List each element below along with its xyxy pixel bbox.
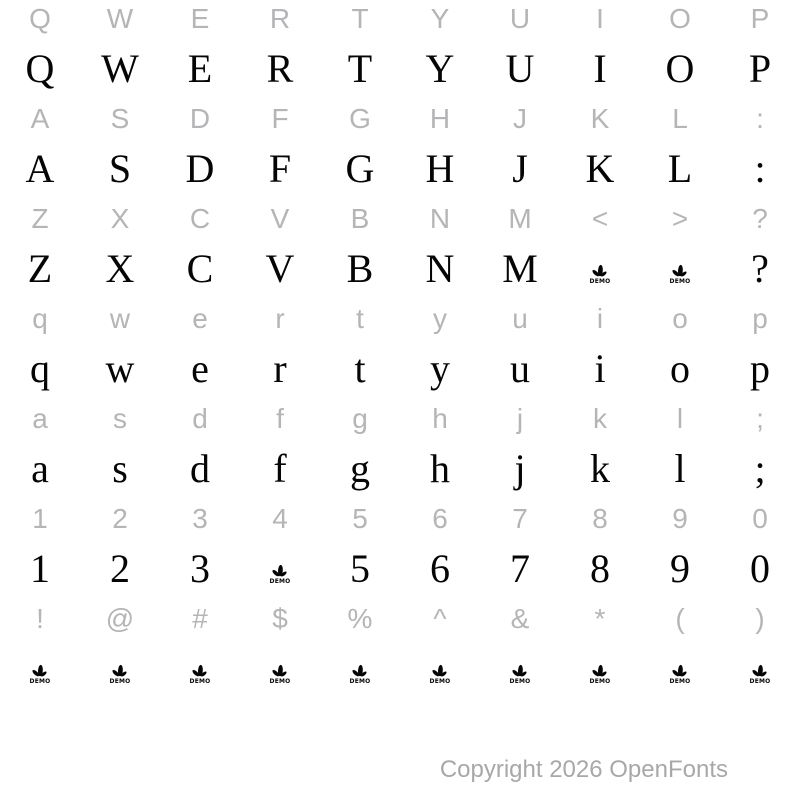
demo-watermark-icon — [749, 664, 771, 685]
glyph-cell: u — [510, 346, 530, 391]
glyph-cell: s — [113, 403, 127, 434]
demo-watermark-icon — [589, 264, 611, 285]
demo-watermark-cell — [480, 644, 560, 694]
glyph-cell: K — [585, 146, 615, 191]
demo-watermark-icon — [269, 564, 291, 585]
demo-watermark-cell — [80, 644, 160, 694]
glyph-cell: A — [30, 103, 50, 134]
demo-watermark-label: DEMO — [589, 678, 611, 686]
glyph-cell: o — [670, 346, 690, 391]
demo-font-row — [0, 644, 800, 694]
glyph-cell: W — [101, 46, 139, 91]
glyph-cell: > — [671, 203, 689, 234]
glyph-cell: t — [354, 346, 366, 391]
glyph-cell: $ — [272, 603, 288, 634]
glyph-cell: S — [110, 103, 130, 134]
glyph-cell: p — [750, 346, 770, 391]
glyph-cell: Z — [31, 203, 49, 234]
demo-watermark-cell — [400, 644, 480, 694]
glyph-cell: J — [513, 103, 527, 134]
glyph-cell: P — [748, 46, 772, 91]
reference-row — [0, 294, 800, 344]
glyph-cell: e — [192, 303, 208, 334]
glyph-cell: F — [268, 146, 292, 191]
demo-watermark-cell — [640, 244, 720, 294]
glyph-cell: l — [676, 403, 684, 434]
glyph-cell: 4 — [272, 503, 288, 534]
demo-watermark-icon — [669, 264, 691, 285]
glyph-cell: r — [273, 346, 287, 391]
glyph-cell: ? — [751, 246, 769, 291]
demo-watermark-cell — [240, 544, 320, 594]
glyph-cell: N — [425, 246, 455, 291]
glyph-cell: 0 — [750, 546, 770, 591]
glyph-cell: j — [516, 403, 524, 434]
glyph-cell: L — [667, 146, 693, 191]
demo-watermark-label: DEMO — [189, 678, 211, 686]
fleuron-icon — [429, 664, 451, 678]
demo-font-row — [0, 244, 800, 294]
glyph-cell: 6 — [432, 503, 448, 534]
glyph-cell: C — [186, 246, 214, 291]
glyph-cell: ( — [675, 603, 685, 634]
glyph-cell: q — [32, 303, 48, 334]
glyph-cell: 3 — [190, 546, 210, 591]
glyph-cell: 1 — [32, 503, 48, 534]
glyph-cell: D — [189, 103, 211, 134]
fleuron-icon — [669, 264, 691, 278]
glyph-cell: j — [514, 446, 526, 491]
glyph-cell: 9 — [670, 546, 690, 591]
glyph-cell: p — [752, 303, 768, 334]
glyph-cell: B — [350, 203, 370, 234]
glyph-cell: o — [672, 303, 688, 334]
demo-watermark-cell — [640, 644, 720, 694]
glyph-cell: l — [674, 446, 686, 491]
glyph-cell: M — [508, 203, 532, 234]
glyph-cell: # — [192, 603, 208, 634]
glyph-cell: 8 — [592, 503, 608, 534]
glyph-cell: S — [108, 146, 132, 191]
glyph-cell: f — [276, 403, 284, 434]
fleuron-icon — [589, 264, 611, 278]
demo-watermark-cell — [0, 644, 80, 694]
glyph-cell: L — [672, 103, 688, 134]
demo-font-row — [0, 144, 800, 194]
glyph-cell: k — [593, 403, 607, 434]
glyph-cell: B — [346, 246, 374, 291]
copyright-text: Copyright 2026 OpenFonts — [439, 756, 728, 783]
demo-font-row — [0, 344, 800, 394]
glyph-cell: % — [347, 603, 373, 634]
demo-watermark-icon — [429, 664, 451, 685]
demo-watermark-label: DEMO — [29, 678, 51, 686]
demo-watermark-label: DEMO — [109, 678, 131, 686]
glyph-cell: U — [505, 46, 535, 91]
demo-watermark-label: DEMO — [669, 678, 691, 686]
reference-row — [0, 0, 800, 44]
demo-watermark-cell — [560, 644, 640, 694]
glyph-cell: @ — [105, 603, 135, 634]
glyph-cell: C — [189, 203, 211, 234]
glyph-cell: J — [512, 146, 528, 191]
reference-row — [0, 94, 800, 144]
glyph-cell: 3 — [192, 503, 208, 534]
glyph-cell: i — [596, 303, 604, 334]
fleuron-icon — [29, 664, 51, 678]
glyph-cell: O — [665, 46, 695, 91]
glyph-cell: R — [269, 3, 291, 34]
glyph-cell: 2 — [112, 503, 128, 534]
glyph-cell: y — [430, 346, 450, 391]
glyph-cell: E — [190, 3, 210, 34]
glyph-cell: f — [273, 446, 287, 491]
glyph-cell: & — [510, 603, 530, 634]
glyph-cell: ^ — [433, 603, 447, 634]
glyph-cell: h — [430, 446, 450, 491]
demo-watermark-icon — [269, 664, 291, 685]
demo-font-row — [0, 44, 800, 94]
glyph-cell: g — [350, 446, 370, 491]
demo-watermark-cell — [160, 644, 240, 694]
demo-watermark-icon — [109, 664, 131, 685]
glyph-cell: a — [32, 403, 48, 434]
glyph-cell: 6 — [430, 546, 450, 591]
fleuron-icon — [189, 664, 211, 678]
glyph-cell: e — [191, 346, 209, 391]
fleuron-icon — [669, 664, 691, 678]
demo-watermark-cell — [240, 644, 320, 694]
fleuron-icon — [269, 564, 291, 578]
demo-watermark-label: DEMO — [429, 678, 451, 686]
glyph-cell: I — [593, 46, 607, 91]
demo-watermark-icon — [29, 664, 51, 685]
fleuron-icon — [109, 664, 131, 678]
glyph-cell: s — [112, 446, 128, 491]
glyph-cell: U — [509, 3, 531, 34]
glyph-cell: H — [425, 146, 455, 191]
reference-row — [0, 194, 800, 244]
demo-font-row — [0, 544, 800, 594]
demo-font-row — [0, 444, 800, 494]
glyph-cell: Y — [430, 3, 450, 34]
glyph-cell: P — [750, 3, 770, 34]
glyph-cell: a — [31, 446, 49, 491]
demo-watermark-label: DEMO — [509, 678, 531, 686]
glyph-cell: h — [432, 403, 448, 434]
demo-watermark-label: DEMO — [669, 278, 691, 286]
demo-watermark-icon — [589, 664, 611, 685]
glyph-cell: * — [594, 603, 606, 634]
fleuron-icon — [509, 664, 531, 678]
fleuron-icon — [749, 664, 771, 678]
glyph-cell: w — [109, 303, 131, 334]
glyph-cell: q — [30, 346, 50, 391]
demo-watermark-cell — [320, 644, 400, 694]
glyph-cell: ; — [756, 403, 764, 434]
glyph-cell: X — [110, 203, 130, 234]
fleuron-icon — [269, 664, 291, 678]
glyph-cell: i — [594, 346, 606, 391]
glyph-cell: 8 — [590, 546, 610, 591]
glyph-cell: X — [105, 246, 135, 291]
glyph-cell: d — [192, 403, 208, 434]
fleuron-icon — [589, 664, 611, 678]
glyph-cell: k — [590, 446, 610, 491]
reference-row — [0, 594, 800, 644]
glyph-cell: H — [429, 103, 451, 134]
demo-watermark-label: DEMO — [269, 678, 291, 686]
glyph-cell: ? — [752, 203, 768, 234]
reference-row — [0, 394, 800, 444]
demo-watermark-label: DEMO — [269, 578, 291, 586]
glyph-cell: V — [270, 203, 290, 234]
demo-watermark-icon — [189, 664, 211, 685]
glyph-cell: E — [187, 46, 213, 91]
glyph-cell: R — [266, 46, 294, 91]
glyph-cell: t — [356, 303, 364, 334]
glyph-cell: 2 — [110, 546, 130, 591]
glyph-cell: r — [275, 303, 285, 334]
glyph-cell: W — [106, 3, 134, 34]
reference-row — [0, 494, 800, 544]
glyph-cell: g — [352, 403, 368, 434]
glyph-cell: I — [596, 3, 604, 34]
demo-watermark-label: DEMO — [749, 678, 771, 686]
glyph-cell: 1 — [30, 546, 50, 591]
glyph-cell: K — [590, 103, 610, 134]
demo-watermark-cell — [720, 644, 800, 694]
demo-watermark-cell — [560, 244, 640, 294]
demo-watermark-label: DEMO — [589, 278, 611, 286]
fleuron-icon — [349, 664, 371, 678]
glyph-cell: ; — [754, 446, 766, 491]
glyph-cell: Z — [27, 246, 53, 291]
glyph-cell: Q — [29, 3, 51, 34]
glyph-cell: y — [433, 303, 447, 334]
glyph-cell: < — [591, 203, 609, 234]
glyph-cell: d — [190, 446, 210, 491]
glyph-cell: 7 — [512, 503, 528, 534]
glyph-cell: A — [25, 146, 55, 191]
glyph-cell: V — [265, 246, 295, 291]
glyph-cell: F — [271, 103, 289, 134]
glyph-cell: : — [756, 103, 764, 134]
glyph-cell: T — [347, 46, 373, 91]
demo-watermark-icon — [669, 664, 691, 685]
glyph-cell: 0 — [752, 503, 768, 534]
glyph-cell: w — [105, 346, 135, 391]
glyph-cell: ! — [36, 603, 44, 634]
glyph-cell: : — [754, 146, 766, 191]
glyph-cell: G — [345, 146, 375, 191]
glyph-cell: O — [669, 3, 691, 34]
glyph-cell: u — [512, 303, 528, 334]
glyph-cell: D — [185, 146, 215, 191]
glyph-cell: N — [429, 203, 451, 234]
demo-watermark-icon — [509, 664, 531, 685]
glyph-cell: Q — [25, 46, 55, 91]
glyph-cell: Y — [425, 46, 455, 91]
glyph-cell: 9 — [672, 503, 688, 534]
glyph-cell: M — [502, 246, 538, 291]
glyph-cell: G — [349, 103, 371, 134]
demo-watermark-label: DEMO — [349, 678, 371, 686]
glyph-cell: 5 — [350, 546, 370, 591]
glyph-cell: 7 — [510, 546, 530, 591]
glyph-cell: ) — [755, 603, 765, 634]
glyph-cell: T — [351, 3, 369, 34]
glyph-cell: 5 — [352, 503, 368, 534]
demo-watermark-icon — [349, 664, 371, 685]
